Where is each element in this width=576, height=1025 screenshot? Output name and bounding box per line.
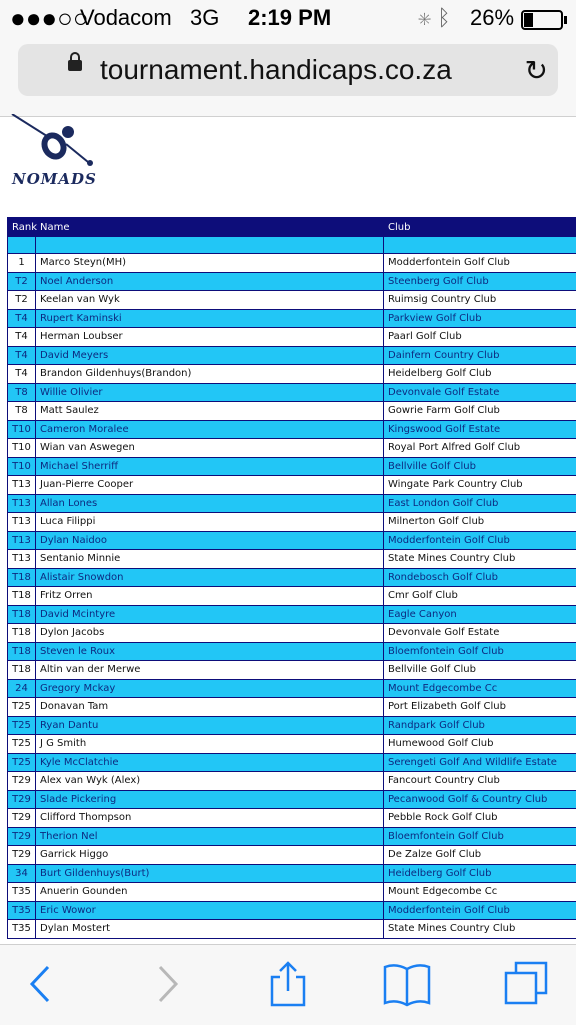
rank-cell: T13 [8, 494, 36, 513]
club-cell: Modderfontein Golf Club [384, 254, 576, 273]
rank-cell: T18 [8, 661, 36, 680]
name-cell: David Meyers [36, 346, 384, 365]
bookmarks-icon[interactable] [382, 959, 432, 1009]
battery-percent: 26% [470, 5, 514, 31]
name-cell: Gregory Mckay [36, 679, 384, 698]
rank-cell: T13 [8, 513, 36, 532]
rank-cell: T10 [8, 457, 36, 476]
rank-cell: T35 [8, 883, 36, 902]
battery-icon [521, 10, 563, 30]
rank-cell: T4 [8, 365, 36, 384]
name-cell: Kyle McClatchie [36, 753, 384, 772]
table-row [8, 735, 576, 754]
club-cell: Dainfern Country Club [384, 346, 576, 365]
table-row [8, 920, 576, 939]
table-row [8, 846, 576, 865]
club-cell: Randpark Golf Club [384, 716, 576, 735]
table-row [8, 513, 576, 532]
club-cell: State Mines Country Club [384, 920, 576, 939]
name-cell: Donavan Tam [36, 698, 384, 717]
club-cell: Paarl Golf Club [384, 328, 576, 347]
club-cell: Bellville Golf Club [384, 457, 576, 476]
table-row [8, 531, 576, 550]
table-row [8, 254, 576, 273]
rank-cell: T13 [8, 531, 36, 550]
table-row [8, 328, 576, 347]
name-cell: Juan-Pierre Cooper [36, 476, 384, 495]
club-cell: De Zalze Golf Club [384, 846, 576, 865]
table-row [8, 809, 576, 828]
name-cell: Marco Steyn(MH) [36, 254, 384, 273]
club-cell: Devonvale Golf Estate [384, 383, 576, 402]
clock: 2:19 PM [248, 5, 331, 31]
battery-tip [564, 16, 567, 24]
name-cell: Matt Saulez [36, 402, 384, 421]
rank-cell: T35 [8, 920, 36, 939]
table-row [8, 772, 576, 791]
table-row [8, 383, 576, 402]
url-text[interactable]: tournament.handicaps.co.za [100, 54, 452, 86]
name-cell: Burt Gildenhuys(Burt) [36, 864, 384, 883]
rank-cell: T29 [8, 846, 36, 865]
name-cell: Luca Filippi [36, 513, 384, 532]
name-cell: Keelan van Wyk [36, 291, 384, 310]
rank-cell: T18 [8, 568, 36, 587]
club-cell: Pecanwood Golf & Country Club [384, 790, 576, 809]
name-cell: Clifford Thompson [36, 809, 384, 828]
club-cell: Modderfontein Golf Club [384, 901, 576, 920]
name-cell: Brandon Gildenhuys(Brandon) [36, 365, 384, 384]
name-cell: Garrick Higgo [36, 846, 384, 865]
back-icon[interactable] [18, 959, 68, 1009]
reload-icon[interactable]: ↻ [525, 54, 548, 87]
rank-cell: T4 [8, 309, 36, 328]
club-cell: Milnerton Golf Club [384, 513, 576, 532]
lock-icon [68, 60, 82, 71]
logo-wordmark: NOMADS [12, 170, 97, 188]
table-row [8, 790, 576, 809]
table-row [8, 716, 576, 735]
status-icons [418, 5, 451, 31]
rank-cell: T29 [8, 772, 36, 791]
club-cell: Devonvale Golf Estate [384, 624, 576, 643]
rank-cell: T4 [8, 346, 36, 365]
table-row [8, 661, 576, 680]
name-cell: J G Smith [36, 735, 384, 754]
header-club: Club [384, 218, 576, 237]
rank-cell: T29 [8, 790, 36, 809]
name-cell: Dylan Mostert [36, 920, 384, 939]
carrier-name: Vodacom [80, 5, 172, 31]
bluetooth-icon: ᛒ [437, 5, 450, 30]
rank-cell: T4 [8, 328, 36, 347]
club-cell: Modderfontein Golf Club [384, 531, 576, 550]
network-type: 3G [190, 5, 219, 31]
club-cell: Fancourt Country Club [384, 772, 576, 791]
spacer-cell [8, 237, 36, 254]
name-cell: Rupert Kaminski [36, 309, 384, 328]
activity-spinner-icon: ✳ [418, 5, 431, 30]
table-row [8, 494, 576, 513]
name-cell: Sentanio Minnie [36, 550, 384, 569]
table-row [8, 550, 576, 569]
browser-chrome [0, 36, 576, 117]
signal-strength-indicator: ●●●○○ [10, 4, 89, 32]
club-cell: Wingate Park Country Club [384, 476, 576, 495]
table-row [8, 272, 576, 291]
table-row [8, 624, 576, 643]
table-row [8, 642, 576, 661]
name-cell: Alex van Wyk (Alex) [36, 772, 384, 791]
table-row [8, 605, 576, 624]
table-row [8, 587, 576, 606]
spacer-cell [36, 237, 384, 254]
name-cell: Noel Anderson [36, 272, 384, 291]
table-row [8, 698, 576, 717]
battery-fill [524, 13, 533, 27]
club-cell: Gowrie Farm Golf Club [384, 402, 576, 421]
club-cell: Rondebosch Golf Club [384, 568, 576, 587]
club-cell: Bloemfontein Golf Club [384, 642, 576, 661]
club-cell: East London Golf Club [384, 494, 576, 513]
name-cell: Fritz Orren [36, 587, 384, 606]
name-cell: David Mcintyre [36, 605, 384, 624]
tabs-icon[interactable] [502, 959, 552, 1009]
table-header-row [8, 218, 576, 237]
club-cell: Pebble Rock Golf Club [384, 809, 576, 828]
rank-cell: T18 [8, 587, 36, 606]
rank-cell: T25 [8, 698, 36, 717]
club-cell: Cmr Golf Club [384, 587, 576, 606]
name-cell: Anuerin Gounden [36, 883, 384, 902]
rank-cell: T8 [8, 383, 36, 402]
rank-cell: T10 [8, 420, 36, 439]
rank-cell: T18 [8, 624, 36, 643]
table-row [8, 568, 576, 587]
table-row [8, 901, 576, 920]
club-cell: Mount Edgecombe Cc [384, 883, 576, 902]
name-cell: Steven le Roux [36, 642, 384, 661]
name-cell: Willie Olivier [36, 383, 384, 402]
club-cell: Parkview Golf Club [384, 309, 576, 328]
name-cell: Ryan Dantu [36, 716, 384, 735]
share-icon[interactable] [263, 959, 313, 1009]
table-row [8, 883, 576, 902]
rank-cell: 24 [8, 679, 36, 698]
address-bar[interactable] [18, 44, 558, 96]
name-cell: Cameron Moralee [36, 420, 384, 439]
name-cell: Allan Lones [36, 494, 384, 513]
club-cell: Mount Edgecombe Cc [384, 679, 576, 698]
rank-cell: T29 [8, 809, 36, 828]
name-cell: Dylan Naidoo [36, 531, 384, 550]
table-row [8, 476, 576, 495]
table-row [8, 827, 576, 846]
table-row [8, 753, 576, 772]
club-cell: Serengeti Golf And Wildlife Estate [384, 753, 576, 772]
rank-cell: T25 [8, 735, 36, 754]
club-cell: Kingswood Golf Estate [384, 420, 576, 439]
rank-cell: T29 [8, 827, 36, 846]
table-row [8, 365, 576, 384]
rank-cell: T25 [8, 716, 36, 735]
name-cell: Alistair Snowdon [36, 568, 384, 587]
rank-cell: T18 [8, 605, 36, 624]
club-cell: Steenberg Golf Club [384, 272, 576, 291]
results-table [7, 217, 576, 939]
table-body [8, 237, 576, 939]
name-cell: Michael Sherriff [36, 457, 384, 476]
rank-cell: T13 [8, 476, 36, 495]
browser-toolbar [0, 944, 576, 1025]
table-row [8, 402, 576, 421]
name-cell: Therion Nel [36, 827, 384, 846]
status-bar [0, 0, 576, 36]
club-cell: Port Elizabeth Golf Club [384, 698, 576, 717]
rank-cell: T18 [8, 642, 36, 661]
club-cell: Bellville Golf Club [384, 661, 576, 680]
rank-cell: 1 [8, 254, 36, 273]
club-cell: Royal Port Alfred Golf Club [384, 439, 576, 458]
table-row [8, 309, 576, 328]
table-row [8, 457, 576, 476]
table-spacer-row [8, 237, 576, 254]
header-name: Name [36, 218, 384, 237]
club-cell: Heidelberg Golf Club [384, 864, 576, 883]
rank-cell: T8 [8, 402, 36, 421]
spacer-cell [384, 237, 576, 254]
table-row [8, 439, 576, 458]
rank-cell: T2 [8, 272, 36, 291]
nomads-logo [10, 114, 130, 194]
table-row [8, 679, 576, 698]
rank-cell: 34 [8, 864, 36, 883]
rank-cell: T10 [8, 439, 36, 458]
table-row [8, 420, 576, 439]
name-cell: Dylon Jacobs [36, 624, 384, 643]
club-cell: Eagle Canyon [384, 605, 576, 624]
club-cell: Bloemfontein Golf Club [384, 827, 576, 846]
club-cell: State Mines Country Club [384, 550, 576, 569]
table-row [8, 864, 576, 883]
club-cell: Humewood Golf Club [384, 735, 576, 754]
name-cell: Slade Pickering [36, 790, 384, 809]
rank-cell: T2 [8, 291, 36, 310]
name-cell: Altin van der Merwe [36, 661, 384, 680]
header-rank: Rank [8, 218, 36, 237]
club-cell: Ruimsig Country Club [384, 291, 576, 310]
rank-cell: T35 [8, 901, 36, 920]
club-cell: Heidelberg Golf Club [384, 365, 576, 384]
name-cell: Herman Loubser [36, 328, 384, 347]
rank-cell: T25 [8, 753, 36, 772]
forward-icon[interactable] [140, 959, 190, 1009]
table-row [8, 291, 576, 310]
name-cell: Wian van Aswegen [36, 439, 384, 458]
rank-cell: T13 [8, 550, 36, 569]
table-row [8, 346, 576, 365]
golf-bag-logo-icon [10, 114, 100, 172]
name-cell: Eric Wowor [36, 901, 384, 920]
